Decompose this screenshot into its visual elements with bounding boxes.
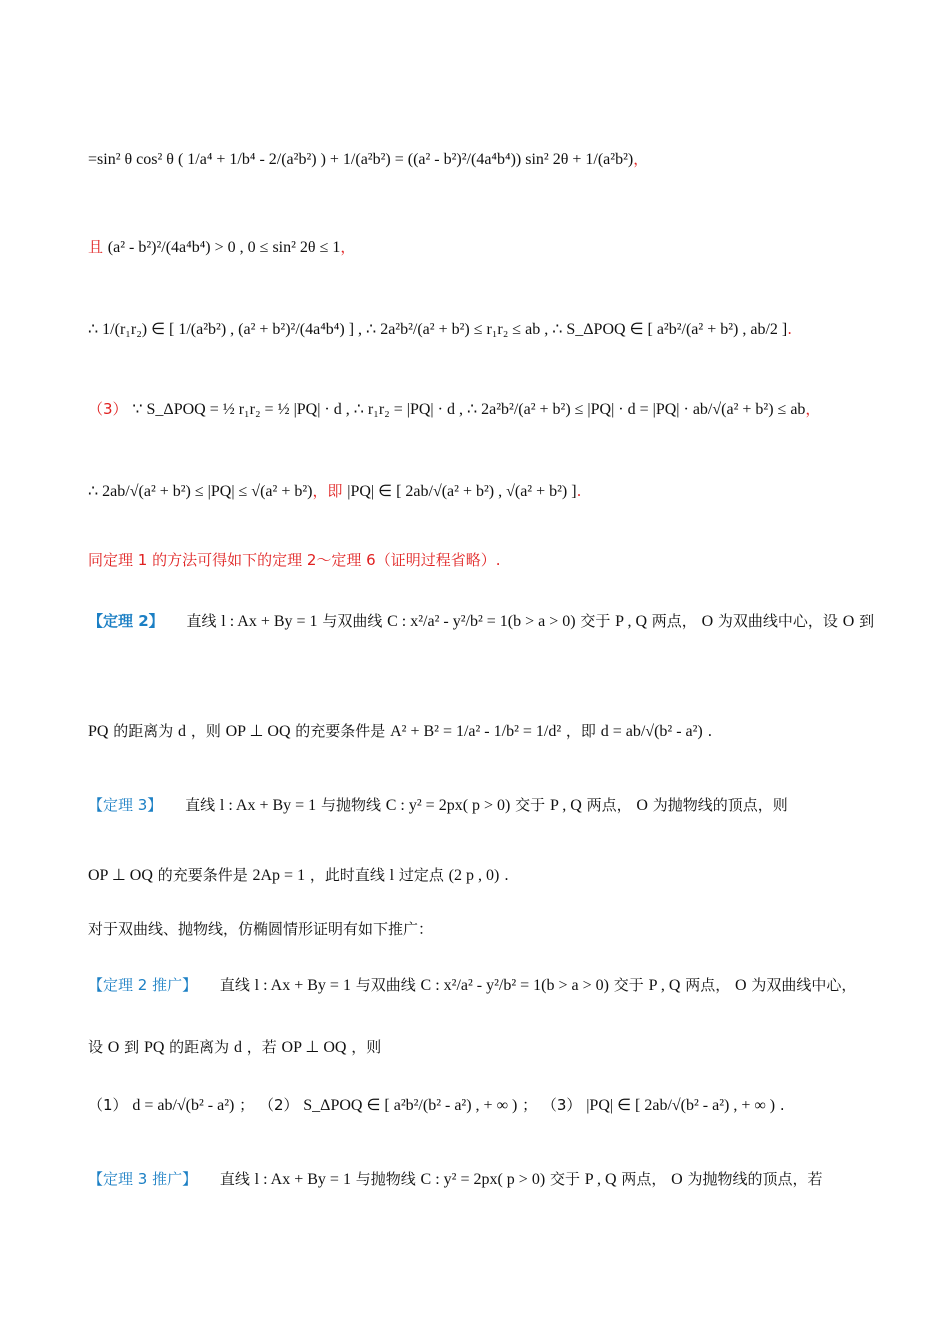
equation: (a² - b²)²/(4a⁴b⁴) > 0 , 0 ≤ sin² 2θ ≤ 1 [107,239,341,256]
text-segment: 两点， [586,796,632,814]
text-segment: 到 [859,612,875,630]
lead-text: 且 [88,238,104,256]
math-segment: S_ΔPOQ ∈ [ a²b²/(b² - a²) , + ∞ ) [303,1097,518,1114]
math-segment: d = ab/√(b² - a²) [132,1097,235,1114]
equation: =sin² θ cos² θ ( 1/a⁴ + 1/b⁴ - 2/(a²b²) ) + 1/(a²b²) = ((a² - b²)²/(4a⁴b⁴)) sin² 2θ + 1/(a²b²) [88,151,634,168]
theorem-3-line-2 [88,864,890,887]
math-segment: C : y² = 2px( p > 0) [385,797,511,814]
generalization-intro [88,918,890,940]
theorem-2-line-2 [88,720,890,743]
text-segment: 两点， [685,976,731,994]
theorem-2-line-1 [88,610,890,633]
text-segment: 与双曲线 [322,612,383,630]
text-segment: . [504,866,509,884]
text-segment: 为抛物线的顶点，则 [652,796,788,814]
math-segment: (2 p , 0) [448,867,500,884]
theorem-tag: 【定理 2 推广】 [88,976,198,994]
text-segment: 直线 [186,612,217,630]
text-segment: ，则 [351,1038,382,1056]
math-segment: l : Ax + By = 1 [219,797,317,814]
math-segment: PQ [143,1039,165,1056]
text-segment: 交于 [613,976,644,994]
text-segment: 两点， [621,1170,667,1188]
math-segment: A² + B² = 1/a² - 1/b² = 1/d² [390,723,562,740]
math-segment: P , Q [584,1171,617,1188]
equation-line-4 [88,398,890,421]
math-segment: P , Q [648,977,681,994]
text-segment: ，若 [246,1038,277,1056]
text-segment: 交于 [549,1170,580,1188]
math-segment: PQ [88,723,109,740]
text-segment: 交于 [580,612,611,630]
theorem-2-ext-conclusions [88,1094,890,1117]
math-segment: l : Ax + By = 1 [254,977,351,994]
punctuation: ， [805,400,821,418]
theorem-2-ext-line-1 [88,974,890,997]
math-segment: OP ⊥ OQ [281,1039,347,1056]
text-segment: 的距离为 [113,722,174,740]
math-segment: O [107,1039,120,1056]
math-segment: O [842,613,855,630]
math-segment: O [636,797,648,814]
math-segment: O [701,613,714,630]
text-segment: 两点， [651,612,697,630]
text-segment: . [707,722,713,740]
punctuation: ， [633,150,649,168]
item-number: （1） [88,1096,128,1114]
theorem-3-line-1 [88,794,890,817]
remark-line [88,549,890,571]
text-segment: 的充要条件是 [295,722,386,740]
math-segment: O [735,977,747,994]
math-segment: C : x²/a² - y²/b² = 1(b > a > 0) [420,977,609,994]
math-segment: l : Ax + By = 1 [254,1171,351,1188]
math-segment: d = ab/√(b² - a²) [600,723,703,740]
text-segment: 直线 [219,1170,250,1188]
theorem-3-ext-line-1 [88,1168,890,1191]
item-number: （2） [258,1096,299,1114]
equation-line-3 [88,318,890,341]
text-segment: 的距离为 [169,1038,230,1056]
text-segment: 与抛物线 [355,1170,416,1188]
math-segment: OP ⊥ OQ [88,867,153,884]
theorem-tag: 【定理 3】 [88,796,163,814]
text-segment: ，即 [565,722,596,740]
math-segment: |PQ| ∈ [ 2ab/√(b² - a²) , + ∞ ) [586,1097,776,1114]
text-segment: 与双曲线 [355,976,416,994]
math-segment: P , Q [549,797,582,814]
equation-line-1 [88,148,890,171]
text-segment: ，则 [190,722,221,740]
intro-text: 对于双曲线、抛物线，仿椭圆情形证明有如下推广： [88,920,434,938]
separator: . [779,1096,785,1114]
text-segment: 到 [124,1038,140,1056]
text-segment: ，此时直线 [309,866,385,884]
text-segment: 直线 [185,796,216,814]
punctuation: . [787,320,792,338]
equation-line-2 [88,236,890,259]
equation-line-5 [88,480,890,503]
math-segment: d [233,1039,242,1056]
theorem-tag: 【定理 3 推广】 [88,1170,198,1188]
math-segment: 2Ap = 1 [252,867,306,884]
text-segment: 过定点 [398,866,444,884]
text-segment: 为双曲线中心，设 [717,612,838,630]
equation: ∴ 2ab/√(a² + b²) ≤ |PQ| ≤ √(a² + b²) [88,483,313,500]
item-number: （3） [541,1096,582,1114]
equation: |PQ| ∈ [ 2ab/√(a² + b²) , √(a² + b²) ] [347,483,577,500]
math-segment: l [389,867,395,884]
math-segment: C : x²/a² - y²/b² = 1(b > a > 0) [387,613,576,630]
text-segment: 为抛物线的顶点，若 [687,1170,823,1188]
separator: ； [239,1096,255,1114]
math-segment: O [671,1171,683,1188]
equation: ∵ S_ΔPOQ = ½ r₁r₂ = ½ |PQ| · d , ∴ r₁r₂ = |PQ| · d , ∴ 2a²b²/(a² + b²) ≤ |PQ| · d = |PQ| · ab/√(a² + b²) ≤ ab [132,401,806,418]
math-segment: C : y² = 2px( p > 0) [420,1171,546,1188]
math-segment: d [178,723,187,740]
text-segment: 与抛物线 [320,796,381,814]
part-label: （3） [88,400,128,418]
theorem-tag: 【定理 2】 [88,612,164,630]
theorem-2-ext-line-2 [88,1036,890,1059]
text-segment: 直线 [219,976,250,994]
remark-text: 同定理 1 的方法可得如下的定理 2～定理 6（证明过程省略）. [88,551,501,569]
math-segment: P , Q [615,613,647,630]
equation: ∴ 1/(r₁r₂) ∈ [ 1/(a²b²) , (a² + b²)²/(4a⁴b⁴) ] , ∴ 2a²b²/(a² + b²) ≤ r₁r₂ ≤ ab , ∴ S_ΔPOQ ∈ [ a²b²/(a² + b²) , ab/2 ] [88,321,788,338]
math-segment: l : Ax + By = 1 [221,613,318,630]
text-segment: 的充要条件是 [157,866,248,884]
separator: ； [522,1096,538,1114]
text-segment: 为双曲线中心， [751,976,857,994]
text-segment: 设 [88,1038,104,1056]
math-segment: OP ⊥ OQ [225,723,291,740]
connector-text: ，即 [312,482,343,500]
text-segment: 交于 [515,796,546,814]
punctuation: . [576,482,582,500]
punctuation: ， [340,238,356,256]
